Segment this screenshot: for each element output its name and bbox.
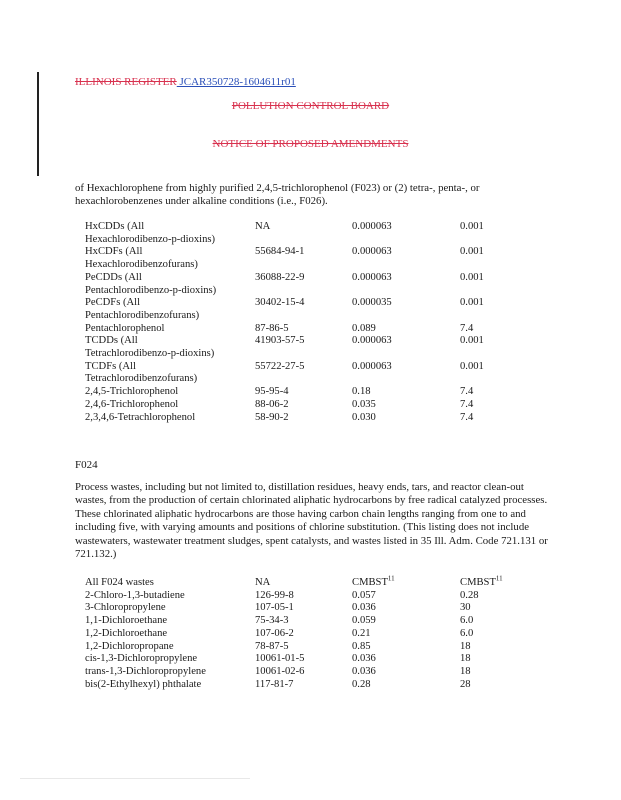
- cas-number: 107-06-2: [255, 627, 294, 639]
- waste-name: All F024 wastes: [85, 577, 154, 588]
- wastewater-standard: 0.000063: [352, 360, 392, 372]
- constituent-name-continuation: Tetrachlorodibenzo-p-dioxins): [85, 348, 215, 360]
- constituent-name-line: PeCDFs (All: [85, 297, 141, 309]
- table-row: [85, 615, 530, 628]
- constituent-name: [85, 412, 255, 425]
- wastewater-standard: 0.000063: [352, 246, 392, 258]
- constituent-name: 1,2-Dichloropropane: [85, 640, 174, 652]
- table-row: [85, 323, 530, 336]
- constituent-name: 3-Chloropropylene: [85, 602, 166, 614]
- constituent-name: [85, 221, 255, 246]
- wastewater-standard: 0.057: [352, 589, 376, 601]
- wastewater-standard: 0.030: [352, 411, 376, 423]
- table-row: [85, 361, 530, 386]
- constituent-name: trans-1,3-Dichloropropylene: [85, 665, 206, 677]
- nonwastewater-standard: 0.001: [460, 297, 484, 309]
- constituent-name: [85, 323, 255, 336]
- nonwastewater-standard: 6.0: [460, 627, 474, 639]
- intro-paragraph: of Hexachlorophene from highly purified 2,4,5-trichlorophenol (F023) or (2) tetra-, penta-, or hexachlorobenzenes under alkaline conditions (i.e., F026).: [75, 182, 480, 208]
- register-header: [75, 76, 296, 89]
- wastewater-standard: 0.089: [352, 322, 376, 334]
- cas-number: 88-06-2: [255, 398, 289, 410]
- wastewater-standard: 0.036: [352, 653, 376, 665]
- cas-number: 78-87-5: [255, 640, 289, 652]
- table-row: [85, 666, 530, 679]
- constituent-name: 1,1-Dichloroethane: [85, 615, 168, 627]
- cas-number: 126-99-8: [255, 589, 294, 601]
- register-inserted-text: JCAR350728-1604611r01: [176, 76, 296, 88]
- nonwastewater-standard: 18: [460, 653, 471, 665]
- wastewater-standard: 0.18: [352, 386, 371, 398]
- nonwastewater-standard: 18: [460, 665, 471, 677]
- ww-text: CMBST: [352, 577, 388, 588]
- table-row: [85, 653, 530, 666]
- table-row: [85, 628, 530, 641]
- constituent-name: [85, 399, 255, 412]
- wastewater-standard: 0.21: [352, 627, 371, 639]
- f024-constituents-table: [85, 574, 530, 691]
- table-row: [85, 386, 530, 399]
- wastewater-standard: 0.059: [352, 615, 376, 627]
- nonwastewater-standard: 18: [460, 640, 471, 652]
- wastewater-standard: 0.036: [352, 665, 376, 677]
- table-row: [85, 272, 530, 297]
- nonwastewater-standard: 7.4: [460, 322, 474, 334]
- cas-number: 107-05-1: [255, 602, 294, 614]
- cas-number: 117-81-7: [255, 678, 294, 690]
- cas-number: 95-95-4: [255, 386, 289, 398]
- section-label: F024: [75, 459, 98, 471]
- table-row: [85, 399, 530, 412]
- wastewater-standard: 0.036: [352, 602, 376, 614]
- constituent-name-continuation: Pentachlorodibenzofurans): [85, 309, 200, 321]
- wastewater-standard: 0.28: [352, 678, 371, 690]
- constituent-name: [85, 335, 255, 360]
- constituent-name: 1,2-Dichloroethane: [85, 627, 168, 639]
- nonwastewater-standard: 28: [460, 678, 471, 690]
- change-bar: [37, 72, 39, 176]
- constituent-name: [85, 297, 255, 322]
- section-paragraph: Process wastes, including but not limited to, distillation residues, heavy ends, tars, and reactor clean-out wastes, from the production of certain chlorinated aliphatic hydrocarbons by free radical catalyzed processes. These chlorinated aliphatic hydrocarbons are those having carbon chain lengths ranging from one to and including five, with varying amounts and positions of chlorine substitution. (This listing does not include wastewaters, wastewater treatment sludges, spent catalysts, and wastes listed in 35 Ill. Adm. Code 721.131 or 721.132.): [75, 481, 548, 561]
- board-header: POLLUTION CONTROL BOARD: [231, 100, 390, 112]
- constituent-name-line: 2,4,5-Trichlorophenol: [85, 386, 179, 398]
- wastewater-standard: [352, 574, 460, 590]
- cas-number: 75-34-3: [255, 615, 289, 627]
- register-struck-text: ILLINOIS REGISTER: [75, 76, 177, 88]
- constituent-name-line: PeCDDs (All: [85, 271, 142, 283]
- cas-number: NA: [255, 577, 271, 588]
- nonwastewater-standard: 0.001: [460, 335, 484, 347]
- wastewater-standard: 0.000063: [352, 221, 392, 232]
- notice-header: NOTICE OF PROPOSED AMENDMENTS: [212, 138, 409, 150]
- table-row: [85, 412, 530, 425]
- cas-number: 41903-57-5: [255, 335, 305, 347]
- table-row: [85, 590, 530, 603]
- constituent-name-continuation: Hexachlorodibenzofurans): [85, 259, 198, 271]
- table-row: [85, 221, 530, 246]
- nonwastewater-standard: 0.001: [460, 221, 484, 232]
- constituent-name: [85, 246, 255, 271]
- cas-number: 87-86-5: [255, 322, 289, 334]
- constituent-name-continuation: Tetrachlorodibenzofurans): [85, 373, 198, 385]
- cas-number: 30402-15-4: [255, 297, 305, 309]
- nww-footnote: 11: [495, 574, 503, 583]
- nonwastewater-standard: 0.001: [460, 246, 484, 258]
- nonwastewater-standard: 7.4: [460, 398, 474, 410]
- ww-footnote: 11: [387, 574, 395, 583]
- constituent-name-line: HxCDDs (All: [85, 221, 145, 232]
- f023-constituents-table: [85, 221, 530, 424]
- table-header-row: [85, 577, 530, 590]
- wastewater-standard: 0.000063: [352, 271, 392, 283]
- constituent-name-line: 2,3,4,6-Tetrachlorophenol: [85, 411, 196, 423]
- table-row: [85, 335, 530, 360]
- constituent-name: [85, 361, 255, 386]
- nonwastewater-standard: 0.28: [460, 589, 479, 601]
- nonwastewater-standard: 7.4: [460, 411, 474, 423]
- cas-number: 55722-27-5: [255, 360, 305, 372]
- constituent-name-continuation: Hexachlorodibenzo-p-dioxins): [85, 233, 216, 245]
- nonwastewater-standard: [460, 574, 530, 590]
- constituent-name-line: 2,4,6-Trichlorophenol: [85, 398, 179, 410]
- cas-number: NA: [255, 221, 271, 232]
- cas-number: 10061-02-6: [255, 665, 305, 677]
- wastewater-standard: 0.85: [352, 640, 371, 652]
- nww-text: CMBST: [460, 577, 496, 588]
- constituent-name: 2-Chloro-1,3-butadiene: [85, 589, 185, 601]
- wastewater-standard: 0.000035: [352, 297, 392, 309]
- nonwastewater-standard: 30: [460, 602, 471, 614]
- nonwastewater-standard: 0.001: [460, 360, 484, 372]
- cas-number: 58-90-2: [255, 411, 289, 423]
- cas-number: 10061-01-5: [255, 653, 305, 665]
- constituent-name: [85, 386, 255, 399]
- constituent-name: cis-1,3-Dichloropropylene: [85, 653, 198, 665]
- constituent-name-line: TCDDs (All: [85, 335, 138, 347]
- constituent-name-line: HxCDFs (All: [85, 246, 143, 258]
- footer-rule: [20, 778, 250, 779]
- constituent-name-continuation: Pentachlorodibenzo-p-dioxins): [85, 284, 217, 296]
- constituent-name-line: Pentachlorophenol: [85, 322, 165, 334]
- cas-number: 55684-94-1: [255, 246, 305, 258]
- wastewater-standard: 0.000063: [352, 335, 392, 347]
- nonwastewater-standard: 0.001: [460, 271, 484, 283]
- table-row: [85, 679, 530, 692]
- table-row: [85, 297, 530, 322]
- table-row: [85, 246, 530, 271]
- table-row: [85, 602, 530, 615]
- nonwastewater-standard: 7.4: [460, 386, 474, 398]
- table-row: [85, 641, 530, 654]
- cas-number: 36088-22-9: [255, 271, 305, 283]
- constituent-name: [85, 272, 255, 297]
- wastewater-standard: 0.035: [352, 398, 376, 410]
- nonwastewater-standard: 6.0: [460, 615, 474, 627]
- constituent-name: bis(2-Ethylhexyl) phthalate: [85, 678, 202, 690]
- constituent-name-line: TCDFs (All: [85, 360, 136, 372]
